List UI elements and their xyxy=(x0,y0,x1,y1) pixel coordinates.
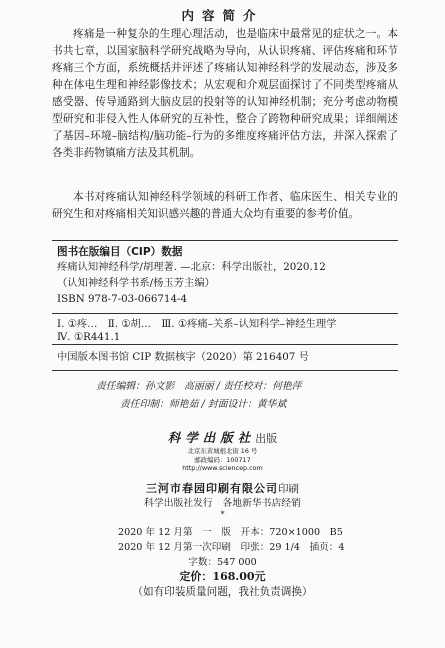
publisher-name: 科学出版社 xyxy=(167,430,256,445)
printer-suffix: 印刷 xyxy=(278,483,299,495)
cip-series-line: （认知神经科学书系/杨玉芳主编） xyxy=(57,277,215,289)
publisher-postcode: 邮政编码：100717 xyxy=(194,456,251,464)
divider xyxy=(52,240,398,241)
publisher-website: http://www.sciencep.com xyxy=(182,464,263,472)
distribution-line: 科学出版社发行 各地新华书店经销 xyxy=(144,498,301,509)
printing-line: 2020 年 12 月第一次印刷 印张：29 1/4 插页：4 xyxy=(118,542,345,553)
page-title: 内容简介 xyxy=(181,8,264,23)
divider xyxy=(52,344,398,345)
separator-star: * xyxy=(220,510,225,519)
divider xyxy=(52,370,398,371)
cip-classification-code: Ⅳ. ①R441.1 xyxy=(57,331,121,343)
word-count: 字数：547 000 xyxy=(188,557,257,568)
production-credits: 责任印制：师艳茹 / 封面设计：黄华斌 xyxy=(120,399,287,410)
cip-isbn-line: ISBN 978-7-03-066714-4 xyxy=(57,293,188,305)
quality-notice: （如有印装质量问题，我社负责调换） xyxy=(132,586,313,598)
publisher-address: 北京东黄城根北街 16 号 xyxy=(187,447,258,455)
cip-title-line: 疼痛认知神经科学/胡理著. —北京：科学出版社，2020.12 xyxy=(57,261,326,273)
price: 定价：168.00元 xyxy=(179,570,266,583)
editor-credits: 责任编辑：孙文影 高丽丽 / 责任校对：何艳萍 xyxy=(96,381,302,392)
cip-verification: 中国版本图书馆 CIP 数据核字（2020）第 216407 号 xyxy=(57,351,309,363)
cip-heading: 图书在版编目（CIP）数据 xyxy=(57,246,183,258)
edition-line: 2020 年 12 月第 一 版 开本：720×1000 B5 xyxy=(118,527,343,538)
publisher-suffix: 出版 xyxy=(255,432,278,445)
divider xyxy=(52,313,398,314)
intro-paragraph-1: 疼痛是一种复杂的生理心理活动，也是临床中最常见的症状之一。本书共七章，以国家脑科学研究战略为导向，从认识疼痛、评估疼痛和环节疼痛三个方面，系统概括并评述了疼痛认知神经科学的发展动态，涉及多种在体电生理和神经影像技术；从宏观和介观层面探讨了不同类型疼痛从感受器、传导通路到大脑皮层的投射等的认知神经机制；充分考虑动物模型研究和非侵入性人体研究的互补性，整合了跨物种研究成果；详细阐述了基因–环境–脑结构/脑功能–行为的多维度疼痛评估方法，并深入探索了各类非药物镇痛方法及其机制。 xyxy=(52,28,398,159)
printer-name: 三河市春园印刷有限公司 xyxy=(146,482,278,495)
intro-paragraph-2: 本书对疼痛认知神经科学领域的科研工作者、临床医生、相关专业的研究生和对疼痛相关知识感兴趣的普通大众均有重要的参考价值。 xyxy=(52,191,398,220)
printer-line xyxy=(0,477,445,496)
cip-classification-line: Ⅰ. ①疼… Ⅱ. ①胡… Ⅲ. ①疼痛–关系–认知科学–神经生理学 xyxy=(57,318,337,330)
publisher-line xyxy=(0,427,445,446)
